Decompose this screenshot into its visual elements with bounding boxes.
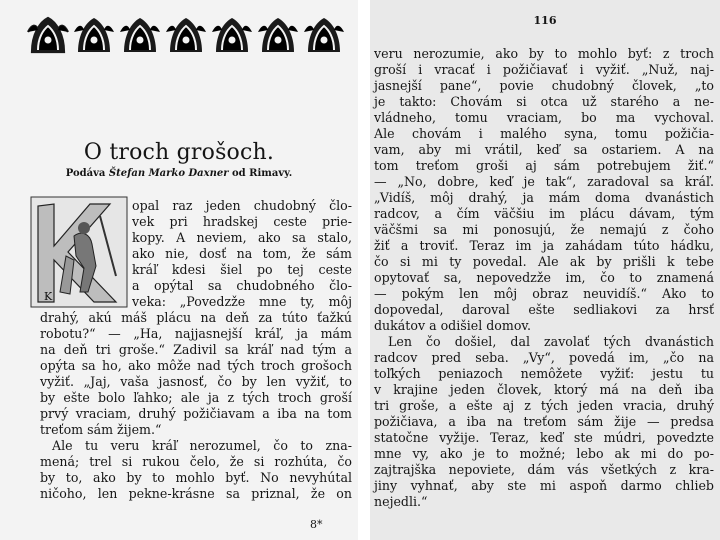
text-line: kopy. A neviem, ako sa stalo, (132, 230, 352, 245)
text-line: mená; trel si rukou čelo, že si rozhúta, čo (40, 454, 352, 469)
text-line: groší i vracať i požičiavať i vyžiť. „Nuž, naj- (374, 62, 714, 77)
page-gutter (358, 0, 370, 540)
story-byline (0, 168, 358, 179)
text-line: veka: „Povedzže mne ty, môj (132, 294, 352, 309)
text-line: je takto: Chovám si otca už starého a ne- (374, 94, 714, 109)
text-line: tri groše, a ešte aj z tých jeden vracia, druhý (374, 398, 714, 413)
text-line: Ale tu veru kráľ nerozumel, čo to zna- (52, 438, 352, 453)
page-number: 116 (533, 14, 557, 27)
text-line: opal raz jeden chudobný člo- (132, 198, 352, 213)
text-line: a opýtal sa chudobného člo- (132, 278, 352, 293)
text-line: mne vy, ako je to možné; lebo ak mi do po- (374, 446, 714, 461)
text-line: — pokým len môj obraz neuvidíš.“ Ako to (374, 286, 714, 301)
text-line: Ale chovám i malého syna, tomu požičia- (374, 126, 714, 141)
text-line: vyžiť. „Jaj, vaša jasnosť, čo by len vyžiť, to (40, 374, 352, 389)
text-line: v krajine jeden človek, ktorý má na deň iba (374, 382, 714, 397)
text-line: nejedli.“ (374, 494, 428, 509)
text-line: treťom sám žijem.“ (40, 422, 162, 437)
text-line: dopovedal, daroval ešte sedliakovi za hrsť (374, 302, 714, 317)
text-line: väčšmi sa mi ponosujú, že nemajú z čoho (374, 222, 714, 237)
text-line: statočne vyžije. Teraz, keď ste múdri, povedzte (374, 430, 714, 445)
text-line: prvý vraciam, druhý požičiavam a iba na tom (40, 406, 352, 421)
text-line: dukátov a odišiel domov. (374, 318, 532, 333)
text-line: by to, ako by to mohlo byť. No nevyhútal (40, 470, 352, 485)
drop-cap-letter: K (44, 290, 53, 303)
left-page (0, 0, 358, 540)
text-line: toľkých peniazoch nemôžete vyžiť: jestu tu (374, 366, 714, 381)
text-line: vam, aby mi vrátil, keď sa ostariem. A na (374, 142, 714, 157)
text-line: opýta sa ho, ako môže nad tých troch grošoch (40, 358, 352, 373)
byline-suffix: od Rimavy. (232, 168, 293, 179)
text-line: robotu?“ — „Ha, najjasnejší kráľ, ja mám (40, 326, 352, 341)
story-title: O troch grošoch. (83, 140, 275, 165)
text-line: veru nerozumie, ako by to mohlo byť: z troch (374, 46, 714, 61)
text-line: — „No, dobre, keď je tak“, zaradoval sa kráľ. (374, 174, 714, 189)
text-line: opytovať sa, nepovedzže im, čo to znamená (374, 270, 714, 285)
decorative-ornament-band (26, 12, 348, 58)
text-line: vládneho, tomu vraciam, bo ma vychoval. (374, 110, 714, 125)
text-line: na deň tri groše.“ Zadivil sa kráľ nad tým a (40, 342, 352, 357)
text-line: Len čo došiel, dal zavolať tých dvanástich (388, 334, 714, 349)
text-line: žiť a troviť. Teraz im ja zahádam túto hádku, (374, 238, 714, 253)
text-line: ničoho, len pekne-krásne sa priznal, že on (40, 486, 352, 501)
text-line: drahý, akú máš plácu na deň za túto ťažkú (40, 310, 352, 325)
text-line: radcov, a čím väčšiu im plácu dávam, tým (374, 206, 714, 221)
text-line: tom treťom groši aj sám potrebujem žiť.“ (374, 158, 714, 173)
text-line: požičiava, a iba na treťom sám žije — predsa (374, 414, 714, 429)
text-line: jiny vyhnať, aby ste mi aspoň darmo chlieb (374, 478, 714, 493)
printer-signature-mark: 8* (310, 518, 323, 531)
text-line: by ešte bolo ľahko; ale ja z tých troch groší (40, 390, 352, 405)
text-line: ako nie, dosť na tom, že sám (132, 246, 352, 261)
text-line: „Vidíš, môj drahý, ja mám doma dvanástich (374, 190, 714, 205)
text-line: zajtrajška nepoviete, dám vás všetkých z kra- (374, 462, 714, 477)
byline-prefix: Podáva (65, 168, 106, 179)
text-line: jasnejší pane“, povie chudobný človek, „to (374, 78, 714, 93)
text-line: kráľ kdesi šiel po tej ceste (132, 262, 352, 277)
illustrated-drop-cap (30, 196, 128, 308)
right-page (370, 0, 720, 540)
text-line: vek pri hradskej ceste prie- (132, 214, 352, 229)
byline-author: Štefan Marko Daxner (108, 168, 229, 179)
text-line: čo si mi ty povedal. Ale ak by prišli k tebe (374, 254, 714, 269)
text-line: radcov pred seba. „Vy“, povedá im, „čo na (374, 350, 714, 365)
